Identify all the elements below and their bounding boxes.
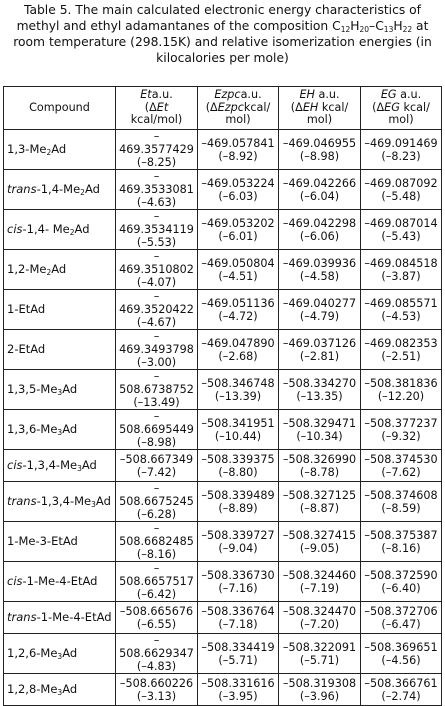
table-row [4, 602, 442, 634]
energy-cell: –469.051136 (–4.72) [198, 290, 279, 330]
energy-cell: –469.3577429 (–8.25) [116, 130, 198, 170]
table-row [4, 290, 442, 330]
compound-name: $1,3-Me_2Ad$ [4, 130, 116, 170]
energy-cell: –508.374530 (–7.62) [361, 450, 442, 482]
energy-cell: –469.040277 (–4.79) [279, 290, 361, 330]
energy-cell: –508.6629347 (–4.83) [116, 634, 198, 674]
table-row [4, 250, 442, 290]
table-row [4, 450, 442, 482]
table-row [4, 522, 442, 562]
compound-name: $1,2-Me_2Ad$ [4, 250, 116, 290]
energy-cell: –469.053224 (–6.03) [198, 170, 279, 210]
energy-cell: –469.042298 (–6.06) [279, 210, 361, 250]
energy-cell: –469.3510802 (–4.07) [116, 250, 198, 290]
table-row [4, 410, 442, 450]
energy-cell: –508.334270 (–13.35) [279, 370, 361, 410]
compound-name: $1,3,5-Me_3Ad$ [4, 370, 116, 410]
energy-cell: –508.6657517 (–6.42) [116, 562, 198, 602]
energy-cell: –469.039936 (–4.58) [279, 250, 361, 290]
caption-line-1: Table 5. The main calculated electronic energy characteristics of [23, 3, 422, 17]
energy-cell: –508.6738752 (–13.49) [116, 370, 198, 410]
energy-cell: –469.087092 (–5.48) [361, 170, 442, 210]
header-ezpc: Ezpca.u. (ΔEzpckcal/ mol) [198, 87, 279, 130]
energy-cell: –508.326990 (–8.78) [279, 450, 361, 482]
compound-name: 1-Me-3-EtAd [4, 522, 116, 562]
energy-cell: –508.6682485 (–8.16) [116, 522, 198, 562]
energy-cell: –469.3493798 (–3.00) [116, 330, 198, 370]
energy-cell: –508.375387 (–8.16) [361, 522, 442, 562]
energy-cell: –508.366761 (–2.74) [361, 674, 442, 706]
energy-cell: –508.372590 (–6.40) [361, 562, 442, 602]
header-et: Eta.u. (ΔEt kcal/mol) [116, 87, 198, 130]
header-eh: EH a.u. (ΔEH kcal/ mol) [279, 87, 361, 130]
header-eg: EG a.u. (ΔEG kcal/ mol) [361, 87, 442, 130]
energy-cell: –508.324460 (–7.19) [279, 562, 361, 602]
table-row [4, 170, 442, 210]
energy-cell: –508.665676 (–6.55) [116, 602, 198, 634]
energy-cell: –469.050804 (–4.51) [198, 250, 279, 290]
energy-cell: –508.372706 (–6.47) [361, 602, 442, 634]
table-row [4, 370, 442, 410]
energy-cell: –508.374608 (–8.59) [361, 482, 442, 522]
energy-cell: –508.369651 (–4.56) [361, 634, 442, 674]
compound-name: cis-1,4- $Me_2Ad$ [4, 210, 116, 250]
compound-name: trans-1-Me-4-EtAd [4, 602, 116, 634]
energy-cell: –508.329471 (–10.34) [279, 410, 361, 450]
table-row [4, 210, 442, 250]
energy-cell: –469.3534119 (–5.53) [116, 210, 198, 250]
compound-name: 1-EtAd [4, 290, 116, 330]
energy-cell: –508.327125 (–8.87) [279, 482, 361, 522]
energy-cell: –508.324470 (–7.20) [279, 602, 361, 634]
energy-cell: –508.346748 (–13.39) [198, 370, 279, 410]
table-row [4, 482, 442, 522]
compound-name: trans-$1,3,4-Me_3Ad$ [4, 482, 116, 522]
energy-cell: –469.082353 (–2.51) [361, 330, 442, 370]
energy-cell: –508.660226 (–3.13) [116, 674, 198, 706]
energy-cell: –508.327415 (–9.05) [279, 522, 361, 562]
energy-cell: –508.336764 (–7.18) [198, 602, 279, 634]
energy-cell: –508.377237 (–9.32) [361, 410, 442, 450]
compound-name: 2-EtAd [4, 330, 116, 370]
compound-name: $1,3,6-Me_3Ad$ [4, 410, 116, 450]
energy-cell: –469.3533081 (–4.63) [116, 170, 198, 210]
energy-cell: –508.336730 (–7.16) [198, 562, 279, 602]
compound-name: $1,2,8-Me_3Ad$ [4, 674, 116, 706]
energy-cell: –508.339727 (–9.04) [198, 522, 279, 562]
table-caption [0, 0, 445, 80]
compound-name: cis-1-Me-4-EtAd [4, 562, 116, 602]
energy-cell: –469.046955 (–8.98) [279, 130, 361, 170]
compound-name: $1,2,6-Me_3Ad$ [4, 634, 116, 674]
energy-cell: –469.057841 (–8.92) [198, 130, 279, 170]
energy-cell: –508.322091 (–5.71) [279, 634, 361, 674]
energy-cell: –469.037126 (–2.81) [279, 330, 361, 370]
compound-name: trans-$1,4-Me_2Ad$ [4, 170, 116, 210]
energy-cell: –508.6695449 (–8.98) [116, 410, 198, 450]
energy-cell: –508.331616 (–3.95) [198, 674, 279, 706]
footnote-partial [0, 645, 445, 654]
energy-cell: –508.339375 (–8.80) [198, 450, 279, 482]
energy-cell: –469.085571 (–4.53) [361, 290, 442, 330]
energy-cell: –469.084518 (–3.87) [361, 250, 442, 290]
table-header-row [4, 87, 442, 130]
energy-cell: –469.091469 (–8.23) [361, 130, 442, 170]
table-row [4, 674, 442, 706]
energy-cell: –508.341951 (–10.44) [198, 410, 279, 450]
table-row [4, 330, 442, 370]
energy-cell: –469.3520422 (–4.67) [116, 290, 198, 330]
energy-cell: –508.319308 (–3.96) [279, 674, 361, 706]
energy-cell: –508.334419 (–5.71) [198, 634, 279, 674]
energy-cell: –508.339489 (–8.89) [198, 482, 279, 522]
energy-cell: –508.381836 (–12.20) [361, 370, 442, 410]
caption-line-2: methyl and ethyl adamantanes of the composition $C_{12}H_{20}-C_{13}H_{22}$ at [16, 19, 429, 34]
table-row [4, 562, 442, 602]
energy-cell: –469.047890 (–2.68) [198, 330, 279, 370]
energy-cell: –469.053202 (–6.01) [198, 210, 279, 250]
header-compound: Compound [4, 87, 116, 130]
table-row [4, 130, 442, 170]
energy-cell: –469.042266 (–6.04) [279, 170, 361, 210]
energy-cell: –508.6675245 (–6.28) [116, 482, 198, 522]
compound-name: cis-$1,3,4-Me_3Ad$ [4, 450, 116, 482]
energy-table [3, 86, 442, 706]
caption-line-3: room temperature (298.15K) and relative isomerization energies (in [13, 35, 432, 49]
energy-cell: –508.667349 (–7.42) [116, 450, 198, 482]
energy-cell: –469.087014 (–5.43) [361, 210, 442, 250]
caption-line-4: kilocalories per mole) [156, 51, 289, 65]
